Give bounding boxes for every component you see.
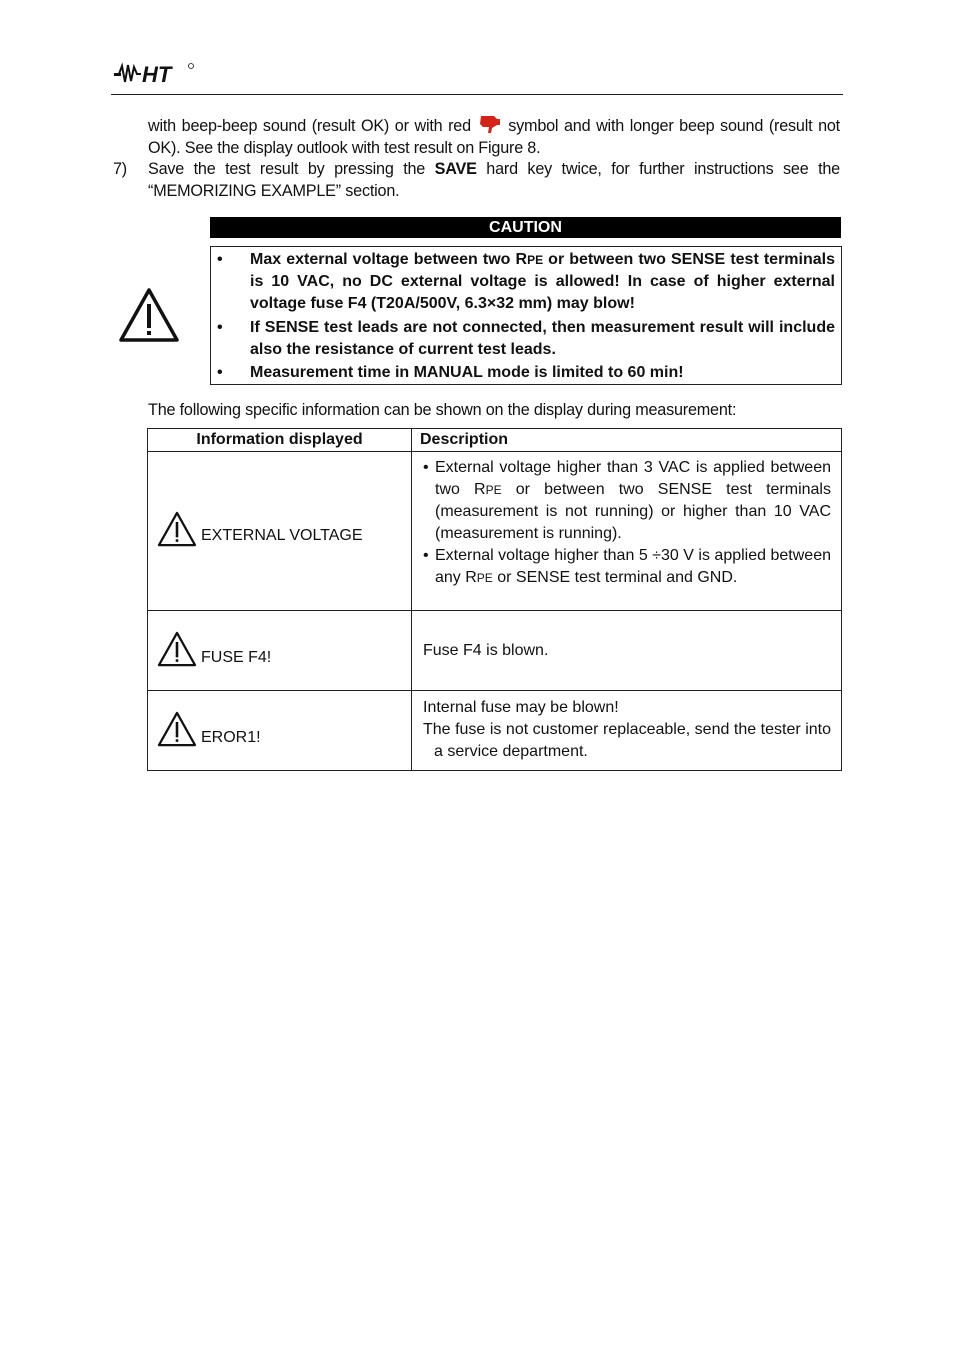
warning-triangle-icon	[157, 631, 197, 667]
page-header	[111, 56, 843, 95]
ht-logo	[111, 61, 197, 87]
col-header-info: Information displayed	[148, 429, 412, 452]
list-item: • External voltage higher than 3 VAC is applied between two RPE or between two SENSE test terminals (measurement is not running) or higher than 10 VAC (measurement is running).	[423, 459, 831, 542]
warning-triangle-icon	[118, 287, 180, 343]
warning-triangle-icon	[157, 711, 197, 747]
warning-triangle-icon	[157, 511, 197, 547]
info-description	[413, 453, 840, 593]
step-7-text: Save the test result by pressing the SAVE hard key twice, for further instructions see the “MEMORIZING EXAMPLE” section.	[148, 160, 840, 200]
thumb-down-icon	[479, 114, 501, 134]
list-item: • External voltage higher than 5 ÷30 V is applied between any RPE or SENSE test terminal and GND.	[423, 547, 831, 586]
table-row	[148, 691, 842, 771]
step-7-number: 7)	[113, 160, 127, 178]
svg-text:HT: HT	[142, 62, 172, 87]
caution-item: • Max external voltage between two RPE or between two SENSE test terminals is 10 VAC, no DC external voltage is allowed! In case of higher external voltage fuse F4 (T20A/500V, 6.3×32 mm) may blow!	[217, 251, 835, 312]
col-header-description: Description	[412, 429, 842, 452]
info-label: EXTERNAL VOLTAGE	[201, 527, 363, 544]
caution-title: CAUTION	[210, 217, 841, 238]
info-description: Fuse F4 is blown.	[423, 641, 549, 659]
table-row	[148, 452, 842, 611]
table-row	[148, 611, 842, 691]
intro-text-b: symbol and with longer beep sound (result not OK). See the display outlook with test result on Figure 8.	[148, 117, 840, 157]
caution-item: • If SENSE test leads are not connected, then measurement result will include also the resistance of current test leads.	[217, 319, 835, 358]
info-description: Internal fuse may be blown! The fuse is not customer replaceable, send the tester into a service department.	[423, 699, 831, 760]
intro-text-a: with beep-beep sound (result OK) or with red	[148, 117, 471, 135]
caution-item: • Measurement time in MANUAL mode is limited to 60 min!	[217, 364, 684, 381]
intro-paragraph	[148, 114, 840, 159]
info-table	[147, 428, 842, 771]
info-label: FUSE F4!	[201, 648, 272, 666]
table-header-row	[148, 429, 842, 452]
save-key-label: SAVE	[434, 160, 477, 178]
info-label: EROR1!	[201, 728, 261, 746]
caution-box	[210, 246, 842, 385]
info-intro-text: The following specific information can be shown on the display during measurement:	[148, 401, 737, 419]
